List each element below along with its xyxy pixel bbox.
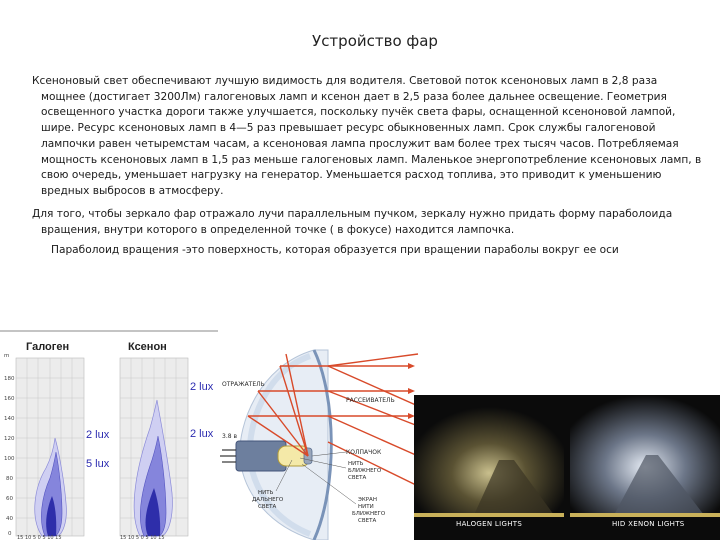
halogen-photo-label: HALOGEN LIGHTS bbox=[456, 520, 523, 528]
slide-title: Устройство фар bbox=[312, 32, 438, 50]
paragraph-line: Ксеноновый свет обеспечивают лучшую видимость для водителя. Световой поток ксеноновых ламп в 2,8 раза bbox=[32, 75, 658, 87]
paragraph-xenon-benefits bbox=[32, 74, 704, 200]
svg-text:СВЕТА: СВЕТА bbox=[258, 504, 277, 510]
reflector-label: ОТРАЖАТЕЛЬ bbox=[222, 381, 265, 388]
paragraph-mirror bbox=[32, 207, 704, 238]
cap-label: КОЛПАЧОК bbox=[346, 449, 382, 456]
xenon-photo-label: HID XENON LIGHTS bbox=[612, 520, 685, 528]
beam-pattern-figure bbox=[0, 328, 218, 540]
lux-label: 2 lux bbox=[86, 429, 110, 441]
svg-text:НИТЬ: НИТЬ bbox=[348, 461, 364, 467]
y-tick-label: 160 bbox=[4, 396, 15, 402]
paragraph-line: Для того, чтобы зеркало фар отражало лучи параллельным пучком, зеркалу нужно придать форму параболоида bbox=[32, 208, 673, 220]
y-unit-label: m bbox=[4, 353, 10, 359]
y-tick-label: 80 bbox=[6, 476, 13, 482]
paragraph-paraboloid: Параболоид вращения -это поверхность, которая образуется при вращении параболы вокруг ее оси bbox=[51, 244, 619, 256]
svg-text:НИТЬ: НИТЬ bbox=[258, 490, 274, 496]
svg-text:СВЕТА: СВЕТА bbox=[348, 475, 367, 481]
lux-label: 2 lux bbox=[190, 428, 214, 440]
lux-label: 2 lux bbox=[190, 381, 214, 393]
svg-text:БЛИЖНЕГО: БЛИЖНЕГО bbox=[348, 468, 382, 474]
voltage-label: 3.8 в bbox=[222, 433, 237, 440]
y-tick-label: 40 bbox=[6, 516, 13, 522]
y-tick-label: 100 bbox=[4, 456, 15, 462]
svg-text:ЭКРАН: ЭКРАН bbox=[358, 497, 377, 503]
svg-text:БЛИЖНЕГО: БЛИЖНЕГО bbox=[352, 511, 386, 517]
lux-label: 5 lux bbox=[86, 458, 110, 470]
svg-text:ДАЛЬНЕГО: ДАЛЬНЕГО bbox=[252, 497, 284, 503]
halogen-vs-xenon-photo bbox=[414, 395, 720, 540]
xenon-label: Ксенон bbox=[128, 341, 167, 353]
x-ticks-xenon: 15 10 5 0 5 10 15 bbox=[120, 535, 165, 540]
y-tick-label: 120 bbox=[4, 436, 15, 442]
y-tick-label: 0 bbox=[8, 531, 12, 537]
y-tick-label: 180 bbox=[4, 376, 15, 382]
svg-text:НИТИ: НИТИ bbox=[358, 504, 374, 510]
diffuser-label: РАССЕИВАТЕЛЬ bbox=[346, 397, 395, 404]
paragraph-continuation: вращения, внутри которого в определенной точке ( в фокусе) находится лампочка. bbox=[41, 223, 515, 236]
y-tick-label: 140 bbox=[4, 416, 15, 422]
svg-text:СВЕТА: СВЕТА bbox=[358, 518, 377, 524]
halogen-label: Галоген bbox=[26, 341, 70, 353]
road-photo-svg bbox=[414, 395, 720, 540]
paragraph-continuation: мощнее (достигает 3200Лм) галогеновых ламп и ксенон дает в 2,5 раза более дальнее освещение. Геометрия освещенного участка дороги также улучшается, поскольку пучёк света фары, оснащенной ксеноновой лампой, шире. Ресурс ксеноновых ламп в 4—5 раз превышает ресурс обыкновенных ламп. Срок службы галогеновой лампочки равен четыремстам часам, а ксеноновая лампа прослужит вам более трех тысяч часов. Потребляемая мощность ксеноновых ламп в 1,5 раз меньше галогеновых ламп. Маленькое энергопотребление ксеноновых ламп, в свою очередь, уменьшает нагрузку на генератор. Уменьшается расход топлива, это приводит к уменьшению вредных выбросов в атмосферу. bbox=[41, 90, 702, 197]
beam-pattern-svg bbox=[0, 328, 218, 540]
y-tick-label: 60 bbox=[6, 496, 13, 502]
x-ticks-halogen: 15 10 5 0 5 10 15 bbox=[17, 535, 62, 540]
